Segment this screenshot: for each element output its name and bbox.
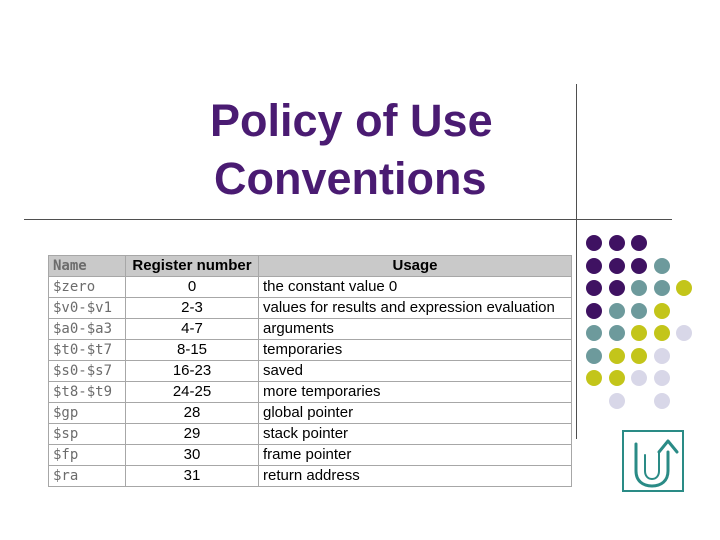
decorative-dot (609, 280, 625, 296)
table-header-row (49, 256, 572, 277)
table-row (49, 340, 572, 361)
register-number-cell: 31 (126, 466, 259, 487)
register-number-column-header: Register number (126, 256, 259, 277)
register-number-cell: 8-15 (126, 340, 259, 361)
register-name-cell: $fp (49, 445, 126, 466)
decorative-dot (609, 303, 625, 319)
register-number-cell: 16-23 (126, 361, 259, 382)
decorative-dot (631, 258, 647, 274)
usage-column-header: Usage (259, 256, 572, 277)
register-name-cell: $sp (49, 424, 126, 445)
register-usage-cell: temporaries (259, 340, 572, 361)
decorative-dot (676, 325, 692, 341)
decorative-dot (609, 325, 625, 341)
return-arrow-icon (624, 432, 682, 490)
table-row (49, 277, 572, 298)
decorative-dot (676, 280, 692, 296)
register-usage-cell: arguments (259, 319, 572, 340)
decorative-dot (586, 348, 602, 364)
register-name-cell: $a0-$a3 (49, 319, 126, 340)
decorative-dot (631, 280, 647, 296)
register-number-cell: 29 (126, 424, 259, 445)
register-usage-table (48, 255, 572, 487)
vertical-divider (576, 84, 577, 439)
decorative-dot (609, 393, 625, 409)
decorative-dot (654, 325, 670, 341)
register-number-cell: 4-7 (126, 319, 259, 340)
register-number-cell: 24-25 (126, 382, 259, 403)
register-number-cell: 28 (126, 403, 259, 424)
decorative-dot (586, 258, 602, 274)
decorative-dot (654, 393, 670, 409)
horizontal-divider (24, 219, 672, 220)
register-usage-cell: values for results and expression evaluation (259, 298, 572, 319)
register-name-cell: $t0-$t7 (49, 340, 126, 361)
decorative-dot (631, 370, 647, 386)
register-number-cell: 30 (126, 445, 259, 466)
register-number-cell: 2-3 (126, 298, 259, 319)
register-name-cell: $v0-$v1 (49, 298, 126, 319)
decorative-dot (609, 370, 625, 386)
decorative-dot (609, 258, 625, 274)
table-row (49, 361, 572, 382)
decorative-dot (586, 235, 602, 251)
name-column-header: Name (49, 256, 126, 277)
slide-title (210, 92, 550, 208)
slide-title-line-1: Policy of Use (210, 95, 493, 146)
register-usage-cell: return address (259, 466, 572, 487)
decorative-dot-grid (585, 229, 705, 414)
register-usage-cell: saved (259, 361, 572, 382)
register-name-cell: $ra (49, 466, 126, 487)
decorative-dot (654, 303, 670, 319)
table-row (49, 466, 572, 487)
table-row (49, 403, 572, 424)
table-row (49, 424, 572, 445)
decorative-dot (631, 303, 647, 319)
decorative-dot (586, 370, 602, 386)
slide-title-line-2: Conventions (214, 153, 487, 204)
table-row (49, 445, 572, 466)
decorative-dot (631, 325, 647, 341)
table-header (49, 256, 572, 277)
decorative-dot (654, 258, 670, 274)
decorative-dot (654, 280, 670, 296)
register-usage-cell: the constant value 0 (259, 277, 572, 298)
register-usage-cell: stack pointer (259, 424, 572, 445)
decorative-dot (609, 348, 625, 364)
register-name-cell: $t8-$t9 (49, 382, 126, 403)
register-usage-cell: frame pointer (259, 445, 572, 466)
decorative-dot (586, 325, 602, 341)
decorative-dot (586, 280, 602, 296)
decorative-dot (586, 303, 602, 319)
return-button[interactable] (622, 430, 684, 492)
register-usage-cell: more temporaries (259, 382, 572, 403)
decorative-dot (631, 235, 647, 251)
register-name-cell: $s0-$s7 (49, 361, 126, 382)
table-body (49, 277, 572, 487)
table-row (49, 319, 572, 340)
register-name-cell: $zero (49, 277, 126, 298)
register-number-cell: 0 (126, 277, 259, 298)
decorative-dot (654, 370, 670, 386)
decorative-dot (609, 235, 625, 251)
register-usage-cell: global pointer (259, 403, 572, 424)
table-row (49, 298, 572, 319)
decorative-dot (631, 348, 647, 364)
decorative-dot (654, 348, 670, 364)
register-name-cell: $gp (49, 403, 126, 424)
table-row (49, 382, 572, 403)
